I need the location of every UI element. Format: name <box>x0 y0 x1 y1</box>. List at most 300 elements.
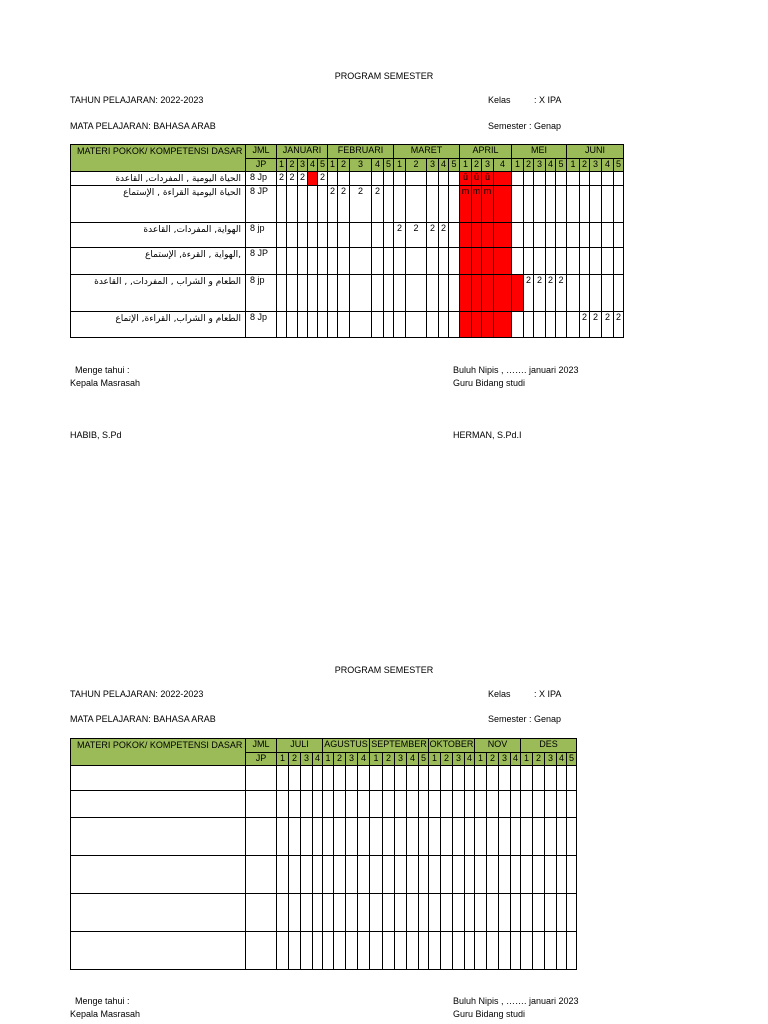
jp-cell <box>246 818 277 856</box>
week-cell <box>407 818 419 856</box>
week-cell <box>590 275 602 312</box>
week-cell <box>546 172 556 186</box>
week-number: 2 <box>487 753 499 766</box>
week-cell <box>453 856 465 894</box>
week-number: 4 <box>407 753 419 766</box>
week-cell <box>383 894 395 932</box>
table-row <box>71 791 577 818</box>
jp-cell: 8 jp <box>246 223 277 248</box>
table-row <box>71 766 577 791</box>
week-cell <box>453 766 465 791</box>
week-cell <box>512 172 524 186</box>
week-cell <box>534 248 546 275</box>
week-cell <box>277 223 287 248</box>
week-cell <box>441 791 453 818</box>
table-row <box>71 275 624 312</box>
menge-tahui-2: Menge tahui : <box>75 996 130 1006</box>
week-cell: ū <box>460 172 472 186</box>
week-number: 1 <box>475 753 487 766</box>
week-number: 5 <box>567 753 577 766</box>
week-cell <box>301 766 313 791</box>
month-juli: JULI <box>277 739 323 753</box>
week-cell <box>358 766 370 791</box>
week-cell <box>453 894 465 932</box>
week-cell <box>602 223 614 248</box>
week-cell <box>334 791 346 818</box>
jp-cell <box>246 932 277 970</box>
tahun-pelajaran-2: TAHUN PELAJARAN: 2022-2023 <box>70 689 204 699</box>
week-cell <box>499 766 511 791</box>
week-cell <box>308 172 318 186</box>
week-cell <box>472 248 482 275</box>
week-number: 4 <box>546 159 556 172</box>
week-cell <box>475 932 487 970</box>
week-number: 1 <box>429 753 441 766</box>
week-number: 2 <box>524 159 534 172</box>
week-cell <box>328 223 338 248</box>
week-cell <box>557 856 567 894</box>
week-number: 3 <box>427 159 439 172</box>
week-cell <box>350 223 372 248</box>
week-cell <box>545 932 557 970</box>
week-cell <box>427 275 439 312</box>
week-number: 4 <box>313 753 323 766</box>
week-cell <box>370 932 383 970</box>
week-cell <box>590 172 602 186</box>
week-cell <box>545 894 557 932</box>
week-number: 5 <box>318 159 328 172</box>
month-mei: MEI <box>512 145 567 159</box>
week-cell <box>318 186 328 223</box>
week-cell <box>494 186 512 223</box>
header-materi: MATERI POKOK/ KOMPETENSI DASAR <box>71 739 246 766</box>
tahun-pelajaran: TAHUN PELAJARAN: 2022-2023 <box>70 95 204 105</box>
week-cell <box>557 932 567 970</box>
week-cell <box>298 223 308 248</box>
week-cell <box>546 186 556 223</box>
week-cell <box>534 223 546 248</box>
materi-cell <box>71 932 246 970</box>
semester: Semester : Genap <box>488 121 562 131</box>
week-cell <box>394 248 406 275</box>
week-cell <box>453 932 465 970</box>
week-cell <box>318 312 328 338</box>
week-cell <box>545 766 557 791</box>
week-cell <box>556 312 567 338</box>
week-number: 4 <box>602 159 614 172</box>
month-juni: JUNI <box>567 145 624 159</box>
week-cell: ū <box>472 172 482 186</box>
week-number: 3 <box>545 753 557 766</box>
week-number: 3 <box>350 159 372 172</box>
week-number: 5 <box>449 159 460 172</box>
week-cell <box>533 791 545 818</box>
week-cell <box>556 248 567 275</box>
week-cell <box>511 856 521 894</box>
jp-cell <box>246 856 277 894</box>
week-cell <box>556 223 567 248</box>
week-cell <box>323 894 334 932</box>
week-number: 2 <box>287 159 298 172</box>
mata-pelajaran: MATA PELAJARAN: BAHASA ARAB <box>70 121 216 131</box>
week-number: 4 <box>465 753 475 766</box>
week-number: 1 <box>370 753 383 766</box>
week-number: 1 <box>323 753 334 766</box>
week-cell <box>512 248 524 275</box>
week-cell <box>511 766 521 791</box>
week-cell <box>301 791 313 818</box>
week-cell <box>614 275 624 312</box>
week-number: 3 <box>482 159 494 172</box>
week-cell <box>287 275 298 312</box>
week-cell <box>429 791 441 818</box>
week-cell <box>439 186 449 223</box>
week-cell <box>472 275 482 312</box>
week-cell <box>313 818 323 856</box>
week-cell <box>384 275 394 312</box>
week-number: 1 <box>512 159 524 172</box>
week-cell <box>313 791 323 818</box>
week-cell <box>545 791 557 818</box>
week-cell <box>494 275 512 312</box>
week-cell <box>358 932 370 970</box>
week-number: 2 <box>441 753 453 766</box>
jp-cell <box>246 766 277 791</box>
week-cell <box>334 818 346 856</box>
week-cell <box>323 791 334 818</box>
week-cell <box>301 932 313 970</box>
place-date: Buluh Nipis , ……. januari 2023 <box>453 365 579 375</box>
week-cell: 2 <box>350 186 372 223</box>
week-cell <box>521 932 533 970</box>
week-number: 2 <box>289 753 301 766</box>
week-cell: 2 <box>614 312 624 338</box>
week-cell <box>298 275 308 312</box>
week-cell <box>277 894 289 932</box>
materi-cell: ,الهواية , القرءة, الإستماع <box>71 248 246 275</box>
jp-cell: 8 JP <box>246 248 277 275</box>
week-cell <box>289 818 301 856</box>
menge-tahui: Menge tahui : <box>75 365 130 375</box>
week-cell <box>287 312 298 338</box>
jp-cell <box>246 894 277 932</box>
week-cell <box>301 894 313 932</box>
week-cell <box>512 223 524 248</box>
week-number: 2 <box>580 159 590 172</box>
week-cell <box>328 275 338 312</box>
kelas-value: : X IPA <box>534 95 562 105</box>
week-cell <box>449 275 460 312</box>
week-number: 3 <box>298 159 308 172</box>
week-cell: 2 <box>524 275 534 312</box>
week-cell <box>407 791 419 818</box>
week-cell <box>328 248 338 275</box>
jp-cell: 8 Jp <box>246 172 277 186</box>
week-cell <box>429 932 441 970</box>
week-cell <box>383 766 395 791</box>
week-cell <box>287 223 298 248</box>
week-cell <box>441 856 453 894</box>
week-cell <box>277 791 289 818</box>
week-cell <box>567 172 580 186</box>
week-cell <box>567 186 580 223</box>
week-cell <box>482 275 494 312</box>
week-cell <box>370 856 383 894</box>
guru-bidang-studi: Guru Bidang studi <box>453 378 526 388</box>
week-cell <box>439 172 449 186</box>
week-number: 1 <box>277 159 287 172</box>
week-cell: 2 <box>580 312 590 338</box>
week-number: 4 <box>494 159 512 172</box>
week-cell <box>419 856 429 894</box>
week-cell <box>487 932 499 970</box>
week-cell <box>429 766 441 791</box>
week-cell <box>383 791 395 818</box>
week-cell: 2 <box>427 223 439 248</box>
week-cell <box>370 818 383 856</box>
week-cell <box>580 223 590 248</box>
week-cell <box>287 186 298 223</box>
week-cell <box>298 312 308 338</box>
week-cell <box>298 248 308 275</box>
week-cell: 2 <box>287 172 298 186</box>
week-cell <box>289 766 301 791</box>
week-cell <box>533 766 545 791</box>
week-number: 2 <box>334 753 346 766</box>
materi-cell: الحياة اليومية القراءة , الإستماع <box>71 186 246 223</box>
materi-cell <box>71 791 246 818</box>
week-cell <box>395 818 407 856</box>
week-cell <box>534 312 546 338</box>
week-number: 4 <box>308 159 318 172</box>
week-cell <box>475 856 487 894</box>
week-cell <box>460 248 472 275</box>
week-cell <box>590 223 602 248</box>
week-cell <box>277 248 287 275</box>
week-cell <box>395 932 407 970</box>
week-cell <box>338 275 350 312</box>
week-cell <box>419 932 429 970</box>
week-cell <box>394 312 406 338</box>
kelas-value-2: : X IPA <box>534 689 562 699</box>
header-jp: JP <box>246 159 277 172</box>
week-number: 1 <box>277 753 289 766</box>
week-cell <box>546 223 556 248</box>
week-cell: 2 <box>602 312 614 338</box>
week-cell <box>521 856 533 894</box>
week-cell <box>567 894 577 932</box>
week-number: 1 <box>328 159 338 172</box>
week-cell <box>419 894 429 932</box>
week-cell <box>394 172 406 186</box>
week-cell <box>384 248 394 275</box>
program-semester-title: PROGRAM SEMESTER <box>334 71 434 81</box>
week-number: 1 <box>394 159 406 172</box>
week-cell <box>511 791 521 818</box>
week-cell <box>429 818 441 856</box>
week-cell: 2 <box>372 186 384 223</box>
month-nov: NOV <box>475 739 521 753</box>
week-cell <box>277 312 287 338</box>
week-cell <box>358 856 370 894</box>
week-cell <box>313 856 323 894</box>
week-cell <box>395 894 407 932</box>
week-number: 3 <box>534 159 546 172</box>
week-cell <box>556 172 567 186</box>
jp-cell: 8 Jp <box>246 312 277 338</box>
week-cell <box>350 172 372 186</box>
week-number: 4 <box>557 753 567 766</box>
week-cell <box>346 932 358 970</box>
table-row <box>71 172 624 186</box>
week-number: 2 <box>533 753 545 766</box>
week-cell <box>460 312 472 338</box>
week-number: 4 <box>372 159 384 172</box>
week-cell <box>323 856 334 894</box>
week-number: 2 <box>472 159 482 172</box>
week-cell <box>494 312 512 338</box>
header-jp: JP <box>246 753 277 766</box>
week-cell <box>534 186 546 223</box>
week-cell: 2 <box>328 186 338 223</box>
schedule-table-1 <box>70 144 624 338</box>
semester-2: Semester : Genap <box>488 714 562 724</box>
week-cell <box>614 223 624 248</box>
week-number: 2 <box>338 159 350 172</box>
week-cell <box>346 856 358 894</box>
week-cell <box>546 312 556 338</box>
header-jml: JML <box>246 145 277 159</box>
week-cell: 2 <box>534 275 546 312</box>
week-cell <box>602 186 614 223</box>
week-cell <box>567 818 577 856</box>
jp-cell: 8 JP <box>246 186 277 223</box>
month-des: DES <box>521 739 577 753</box>
week-cell <box>465 818 475 856</box>
week-cell <box>475 766 487 791</box>
week-cell: 2 <box>556 275 567 312</box>
week-cell <box>372 172 384 186</box>
week-cell <box>323 818 334 856</box>
week-cell <box>524 223 534 248</box>
week-cell <box>407 856 419 894</box>
week-cell <box>482 223 494 248</box>
week-cell <box>419 766 429 791</box>
materi-cell: الحياة اليومية , المفردات, القاعدة <box>71 172 246 186</box>
week-number: 5 <box>614 159 624 172</box>
week-cell <box>524 186 534 223</box>
week-number: 4 <box>439 159 449 172</box>
week-cell <box>427 248 439 275</box>
month-januari: JANUARI <box>277 145 328 159</box>
week-cell <box>383 818 395 856</box>
week-cell <box>453 791 465 818</box>
week-cell <box>487 766 499 791</box>
week-cell <box>406 172 427 186</box>
week-number: 2 <box>383 753 395 766</box>
week-cell <box>533 932 545 970</box>
program-semester-title-2: PROGRAM SEMESTER <box>334 665 434 675</box>
week-cell <box>521 894 533 932</box>
week-cell <box>533 894 545 932</box>
week-cell <box>475 818 487 856</box>
week-cell <box>301 856 313 894</box>
week-cell <box>346 818 358 856</box>
week-cell <box>358 818 370 856</box>
week-cell <box>394 186 406 223</box>
week-cell <box>482 248 494 275</box>
week-cell <box>419 791 429 818</box>
week-cell <box>614 248 624 275</box>
week-cell <box>407 932 419 970</box>
week-cell <box>487 894 499 932</box>
week-number: 2 <box>406 159 427 172</box>
week-cell <box>487 791 499 818</box>
week-cell <box>277 275 287 312</box>
week-cell <box>524 248 534 275</box>
week-cell <box>475 791 487 818</box>
week-number: 1 <box>567 159 580 172</box>
week-cell <box>439 275 449 312</box>
week-cell <box>460 275 472 312</box>
materi-cell <box>71 894 246 932</box>
week-cell: 2 <box>298 172 308 186</box>
week-cell <box>346 791 358 818</box>
week-cell: 2 <box>590 312 602 338</box>
week-cell <box>614 172 624 186</box>
week-cell <box>313 766 323 791</box>
kelas-label-2: Kelas <box>488 689 511 699</box>
week-cell <box>580 275 590 312</box>
week-cell <box>499 818 511 856</box>
week-cell <box>407 766 419 791</box>
header-jml: JML <box>246 739 277 753</box>
week-cell <box>370 894 383 932</box>
week-cell <box>557 818 567 856</box>
week-cell <box>308 275 318 312</box>
week-cell <box>482 312 494 338</box>
week-cell <box>301 818 313 856</box>
week-cell <box>533 856 545 894</box>
week-cell <box>567 312 580 338</box>
week-cell <box>499 791 511 818</box>
week-cell <box>318 248 328 275</box>
kepala-madrasah: Kepala Masrasah <box>70 378 141 388</box>
week-cell <box>384 186 394 223</box>
week-cell <box>453 818 465 856</box>
week-cell <box>308 312 318 338</box>
week-cell <box>499 932 511 970</box>
table-row <box>71 223 624 248</box>
week-cell <box>384 312 394 338</box>
week-cell <box>406 275 427 312</box>
week-cell <box>521 818 533 856</box>
week-cell <box>406 248 427 275</box>
materi-cell <box>71 818 246 856</box>
week-cell <box>580 186 590 223</box>
table-row <box>71 894 577 932</box>
week-cell <box>308 248 318 275</box>
table-row <box>71 186 624 223</box>
place-date-2: Buluh Nipis , ……. januari 2023 <box>453 996 579 1006</box>
week-cell <box>512 312 524 338</box>
signature-right: HERMAN, S.Pd.I <box>453 430 522 440</box>
week-cell <box>358 894 370 932</box>
week-number: 3 <box>453 753 465 766</box>
mata-pelajaran-2: MATA PELAJARAN: BAHASA ARAB <box>70 714 216 724</box>
week-cell <box>334 766 346 791</box>
week-cell <box>511 932 521 970</box>
